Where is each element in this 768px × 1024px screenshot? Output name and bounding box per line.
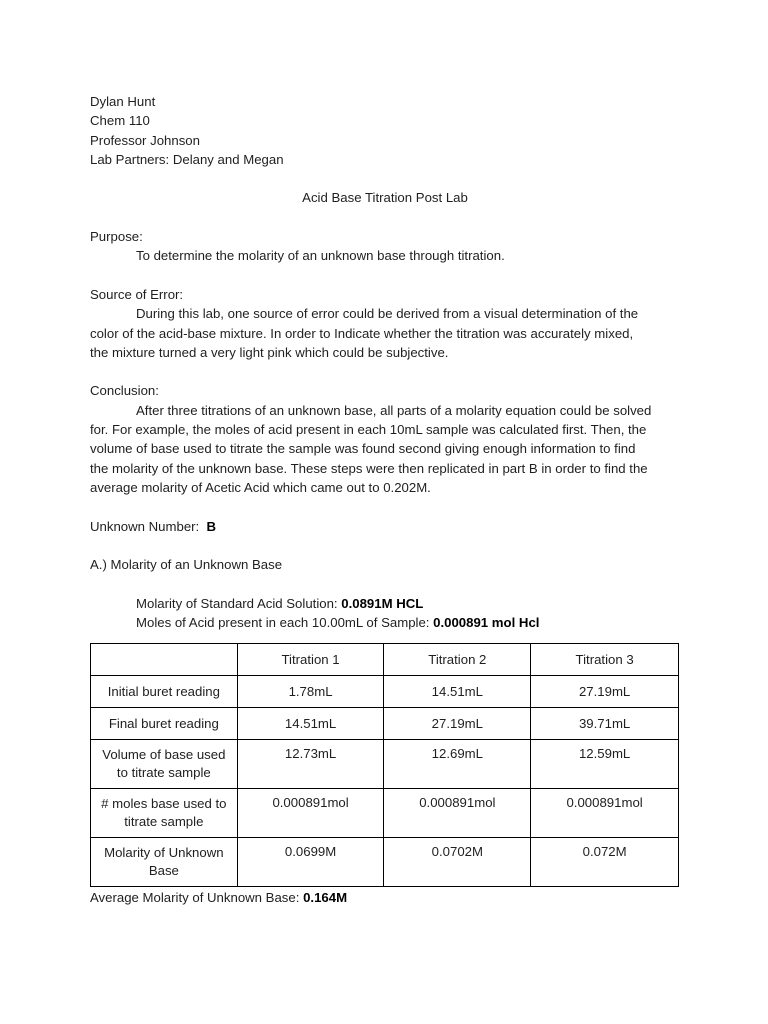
table-row [91, 838, 679, 887]
table-row [91, 676, 679, 708]
section-a-heading: A.) Molarity of an Unknown Base [90, 557, 283, 573]
conclusion-line: After three titrations of an unknown base, all parts of a molarity equation could be solved [136, 402, 652, 418]
conclusion-line: for. For example, the moles of acid present in each 10mL sample was calculated first. Then, the [90, 422, 647, 438]
conclusion-heading: Conclusion: [90, 383, 159, 399]
table-cell: 14.51mL [237, 708, 384, 740]
table-cell: 0.072M [531, 838, 679, 887]
conclusion-line: the molarity of the unknown base. These steps were then replicated in part B in order to find the [90, 460, 648, 476]
acid-molarity [90, 594, 680, 613]
row-label: Volume of base used to titrate sample [91, 740, 238, 789]
purpose-text: To determine the molarity of an unknown base through titration. [136, 248, 505, 264]
table-row [91, 740, 679, 789]
row-label: # moles base used to titrate sample [91, 789, 238, 838]
row-label: Initial buret reading [91, 676, 238, 708]
acid-moles [90, 613, 680, 632]
unknown-number-value: B [206, 518, 217, 534]
table-cell: 0.0699M [237, 838, 384, 887]
average-molarity-value: 0.164M [303, 890, 348, 906]
row-label: Final buret reading [91, 708, 238, 740]
acid-molarity-label: Molarity of Standard Acid Solution: [136, 595, 338, 611]
unknown-number-label: Unknown Number: [90, 518, 200, 534]
table-cell: 0.000891mol [237, 789, 384, 838]
table-cell: 27.19mL [384, 708, 531, 740]
error-heading: Source of Error: [90, 286, 184, 302]
error-line: color of the acid-base mixture. In order to Indicate whether the titration was accurately mixed, [90, 325, 634, 341]
course-name: Chem 110 [90, 113, 150, 129]
row-label: Molarity of Unknown Base [91, 838, 238, 887]
table-cell: 0.000891mol [531, 789, 679, 838]
professor-name: Professor Johnson [90, 132, 200, 148]
table-header-cell: Titration 1 [237, 644, 384, 676]
titration-table [90, 643, 679, 887]
table-cell: 12.59mL [531, 740, 679, 789]
acid-molarity-value: 0.0891M HCL [341, 595, 424, 611]
acid-moles-label: Moles of Acid present in each 10.00mL of Sample: [136, 615, 430, 631]
error-line: the mixture turned a very light pink which could be subjective. [90, 344, 449, 360]
table-cell: 27.19mL [531, 676, 679, 708]
table-cell: 12.73mL [237, 740, 384, 789]
conclusion-line: average molarity of Acetic Acid which came out to 0.202M. [90, 479, 431, 495]
acid-moles-value: 0.000891 mol Hcl [433, 615, 540, 631]
error-line: During this lab, one source of error could be derived from a visual determination of the [136, 306, 639, 322]
average-molarity [90, 888, 680, 907]
document-page [90, 92, 680, 907]
table-cell: 14.51mL [384, 676, 531, 708]
table-header-cell [91, 644, 238, 676]
table-header-cell: Titration 3 [531, 644, 679, 676]
table-row [91, 789, 679, 838]
unknown-number [90, 517, 680, 536]
table-cell: 39.71mL [531, 708, 679, 740]
table-cell: 12.69mL [384, 740, 531, 789]
table-cell: 0.000891mol [384, 789, 531, 838]
purpose-heading: Purpose: [90, 229, 143, 245]
table-header-row [91, 644, 679, 676]
author-name: Dylan Hunt [90, 94, 156, 109]
lab-partners: Lab Partners: Delany and Megan [90, 151, 284, 167]
table-cell: 1.78mL [237, 676, 384, 708]
average-molarity-label: Average Molarity of Unknown Base: [90, 890, 300, 906]
conclusion-line: volume of base used to titrate the sample was found second giving enough information to find [90, 441, 636, 457]
table-cell: 0.0702M [384, 838, 531, 887]
table-row [91, 708, 679, 740]
table-header-cell: Titration 2 [384, 644, 531, 676]
document-title: Acid Base Titration Post Lab [302, 190, 468, 206]
